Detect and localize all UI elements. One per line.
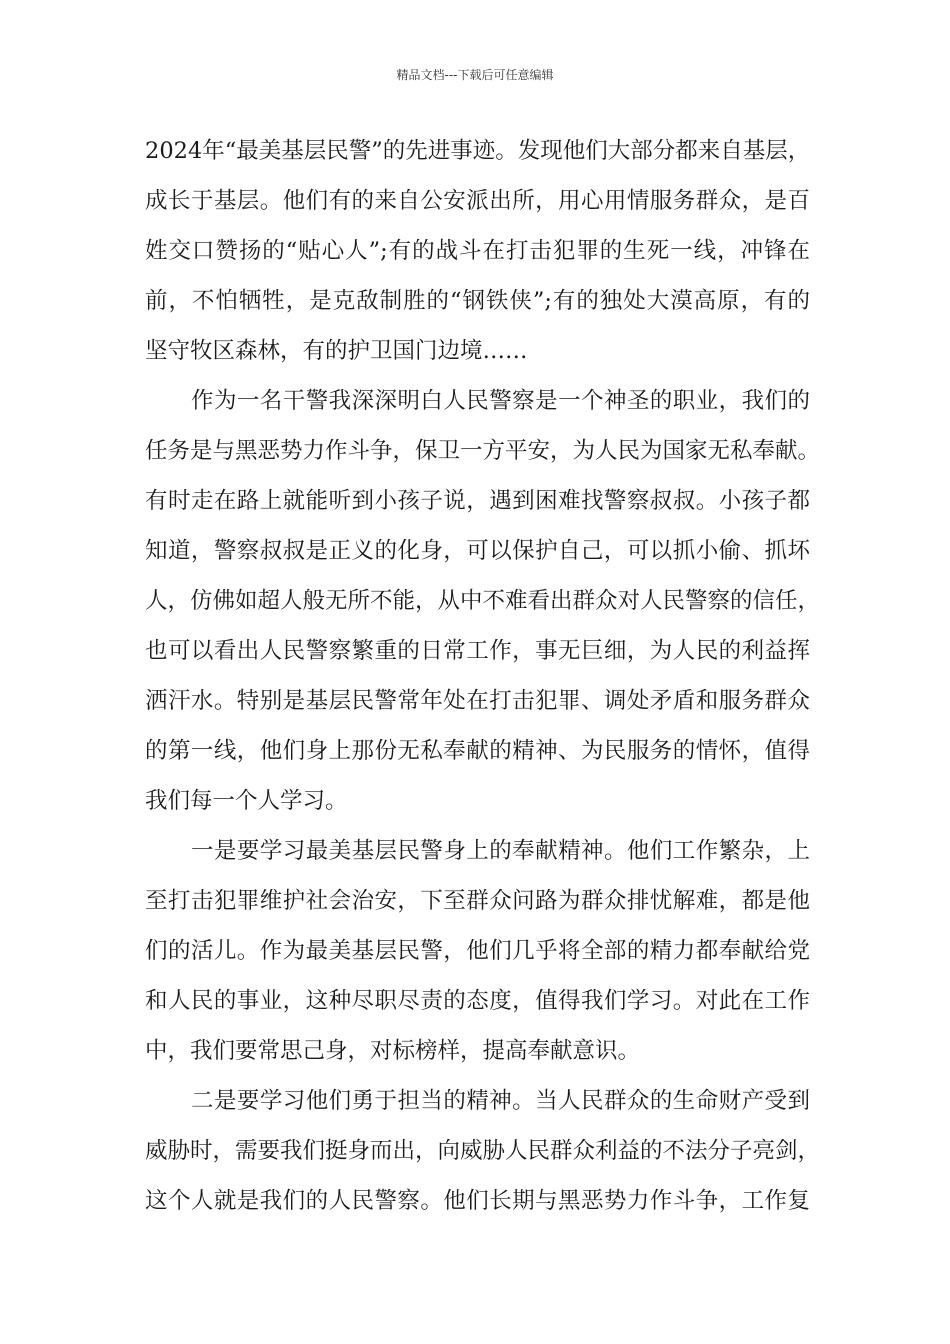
text-line: 前，不怕牺牲，是克敌制胜的“钢铁侠”;有的独处大漠高原，有的 [145, 288, 810, 314]
text-line: 我们每一个人学习。 [145, 788, 348, 814]
text-line: 2024年“最美基层民警”的先进事迹。发现他们大部分都来自基层， [145, 138, 811, 164]
text-line: 知道，警察叔叔是正义的化身，可以保护自己，可以抓小偷、抓坏 [145, 538, 810, 564]
text-line: 坚守牧区森林，有的护卫国门边境…… [145, 338, 528, 364]
text-line: 作为一名干警我深深明白人民警察是一个神圣的职业，我们的 [191, 388, 810, 414]
text-line: 和人民的事业，这种尽职尽责的态度，值得我们学习。对此在工作 [145, 988, 810, 1014]
text-line: 姓交口赞扬的“贴心人”;有的战斗在打击犯罪的生死一线，冲锋在 [145, 238, 810, 264]
text-line: 们的活儿。作为最美基层民警，他们几乎将全部的精力都奉献给党 [145, 938, 810, 964]
text-line: 一是要学习最美基层民警身上的奉献精神。他们工作繁杂，上 [191, 838, 810, 864]
text-line: 成长于基层。他们有的来自公安派出所，用心用情服务群众，是百 [145, 188, 810, 214]
document-body [145, 126, 821, 1226]
text-line: 二是要学习他们勇于担当的精神。当人民群众的生命财产受到 [191, 1088, 810, 1114]
text-line: 这个人就是我们的人民警察。他们长期与黑恶势力作斗争，工作复 [145, 1188, 810, 1214]
text-line: 也可以看出人民警察繁重的日常工作，事无巨细，为人民的利益挥 [145, 638, 810, 664]
text-line: 威胁时，需要我们挺身而出，向威胁人民群众利益的不法分子亮剑， [145, 1138, 821, 1164]
text-line: 洒汗水。特别是基层民警常年处在打击犯罪、调处矛盾和服务群众 [145, 688, 810, 714]
page-header: 精品文档---下载后可任意编辑 [396, 68, 554, 82]
text-line: 中，我们要常思己身，对标榜样，提高奉献意识。 [145, 1038, 641, 1064]
text-line: 至打击犯罪维护社会治安，下至群众问路为群众排忧解难，都是他 [145, 888, 810, 914]
text-line: 人，仿佛如超人般无所不能，从中不难看出群众对人民警察的信任， [145, 588, 821, 614]
text-line: 的第一线，他们身上那份无私奉献的精神、为民服务的情怀，值得 [145, 738, 810, 764]
text-line: 有时走在路上就能听到小孩子说，遇到困难找警察叔叔。小孩子都 [145, 488, 810, 514]
text-line: 任务是与黑恶势力作斗争，保卫一方平安，为人民为国家无私奉献。 [145, 438, 821, 464]
